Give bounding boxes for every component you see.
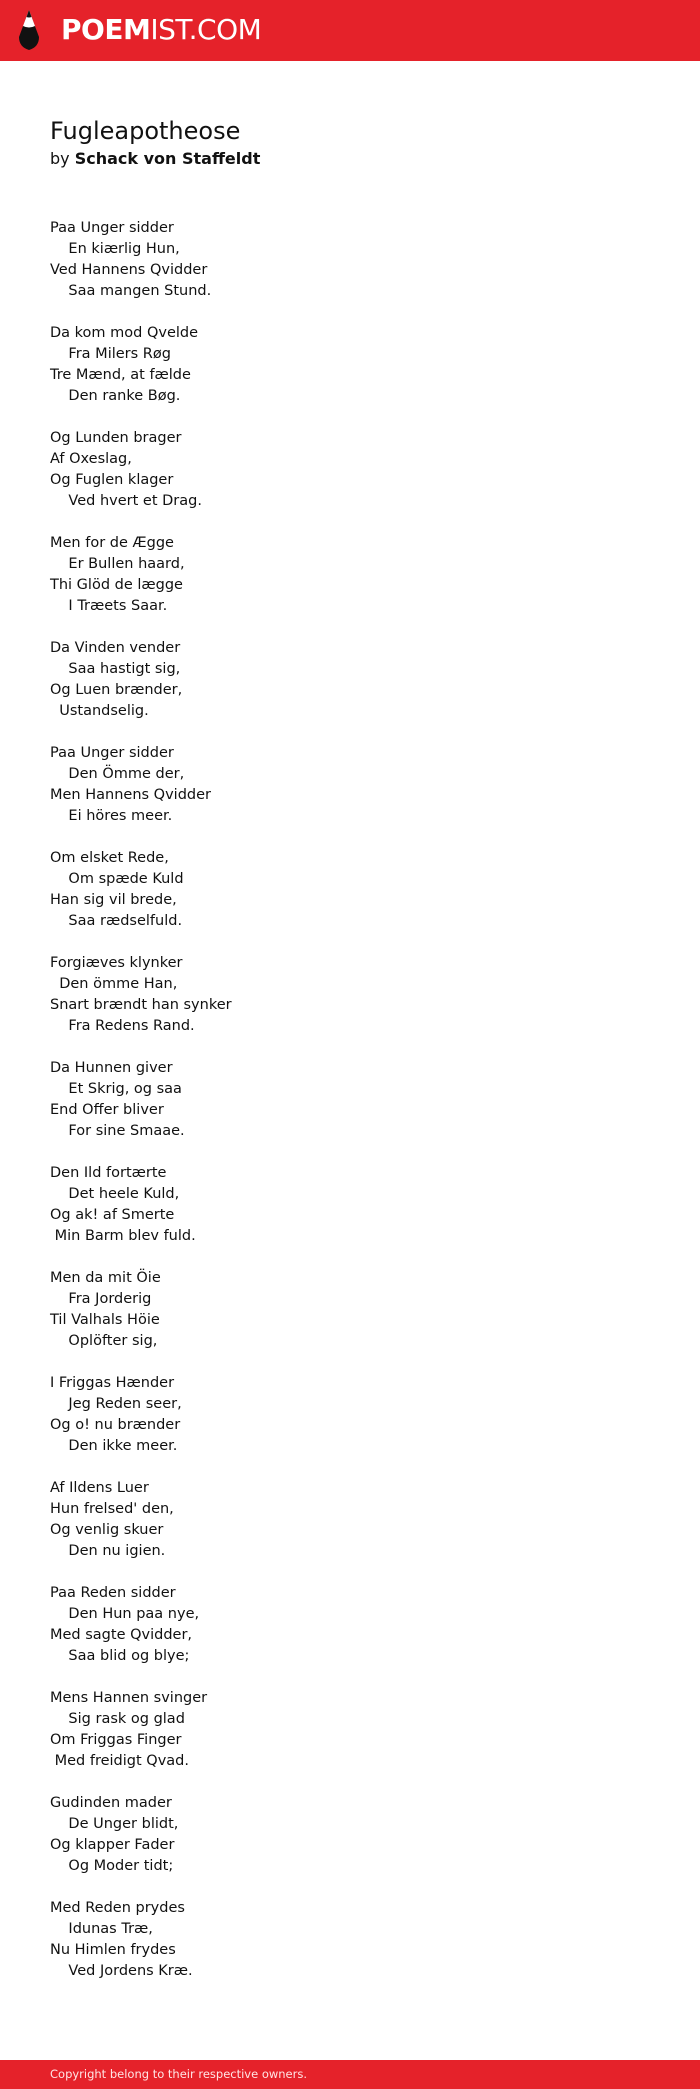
poem-line: Og klapper Fader [50, 1837, 175, 1853]
poem-line: Om Friggas Finger [50, 1732, 182, 1748]
poem-line: Den ikke meer. [50, 1438, 178, 1454]
poem-line: Tre Mænd, at fælde [50, 367, 191, 383]
poem-line: Og o! nu brænder [50, 1417, 181, 1433]
poem-line: Men Hannens Qvidder [50, 787, 211, 803]
site-logo[interactable] [61, 13, 261, 47]
poem-line: Gudinden mader [50, 1795, 172, 1811]
poem-stanza [50, 218, 670, 302]
poem-line: Forgiæves klynker [50, 955, 183, 971]
poem-line: I Friggas Hænder [50, 1375, 175, 1391]
poem-line: Og ak! af Smerte [50, 1207, 175, 1223]
poem-line: Og Luen brænder, [50, 682, 183, 698]
poem-line: Men for de Ægge [50, 535, 174, 551]
poem-line: Og Fuglen klager [50, 472, 174, 488]
poem-line: Da kom mod Qvelde [50, 325, 199, 341]
poem-line: Med freidigt Qvad. [50, 1753, 189, 1769]
poem-line: Og Lunden brager [50, 430, 182, 446]
poem-stanza [50, 638, 670, 722]
poem-line: Til Valhals Höie [50, 1312, 160, 1328]
poem-stanza [50, 848, 670, 932]
poem-line: Ei höres meer. [50, 808, 173, 824]
poem-stanza [50, 953, 670, 1037]
poem-stanza [50, 323, 670, 407]
poem-line: Snart brændt han synker [50, 997, 232, 1013]
poem-line: Sig rask og glad [50, 1711, 185, 1727]
poem-line: Men da mit Öie [50, 1270, 161, 1286]
poem-line: Hun frelsed' den, [50, 1501, 174, 1517]
poem-line: Af Ildens Luer [50, 1480, 149, 1496]
poem-stanza [50, 1163, 670, 1247]
poem-stanza [50, 1688, 670, 1772]
site-header [0, 0, 700, 61]
poem-line: Oplöfter sig, [50, 1333, 158, 1349]
poem-line: Ved hvert et Drag. [50, 493, 202, 509]
poem-line: Den ömme Han, [50, 976, 178, 992]
poem-line: Min Barm blev fuld. [50, 1228, 196, 1244]
poem-line: Med Reden prydes [50, 1900, 185, 1916]
site-footer [0, 2060, 700, 2089]
poem-line: Og venlig skuer [50, 1522, 164, 1538]
poem-stanza [50, 1373, 670, 1457]
poem-line: Om spæde Kuld [50, 871, 184, 887]
poem-line: Fra Jorderig [50, 1291, 152, 1307]
poem-line: Saa hastigt sig, [50, 661, 181, 677]
poem-line: Ved Hannens Qvidder [50, 262, 208, 278]
pencil-tip-icon[interactable] [16, 9, 42, 51]
poem-stanza [50, 428, 670, 512]
poem-stanza [50, 1898, 670, 1982]
poem-line: Den Ild fortærte [50, 1165, 167, 1181]
poem-line: En kiærlig Hun, [50, 241, 180, 257]
poem-stanza [50, 1058, 670, 1142]
poem-stanza [50, 1583, 670, 1667]
poem-line: Han sig vil brede, [50, 892, 177, 908]
poem-line: Da Hunnen giver [50, 1060, 173, 1076]
poem-line: Om elsket Rede, [50, 850, 169, 866]
poem-title: Fugleapotheose [50, 117, 241, 145]
poem-stanza [50, 1268, 670, 1352]
poem-stanza [50, 1793, 670, 1877]
poem-line: I Træets Saar. [50, 598, 168, 614]
logo-bold-part: POEM [61, 13, 151, 46]
poem-line: Saa mangen Stund. [50, 283, 212, 299]
poem-line: Den nu igien. [50, 1543, 166, 1559]
poem-line: Paa Reden sidder [50, 1585, 176, 1601]
poem-line: For sine Smaae. [50, 1123, 185, 1139]
poem-line: Fra Milers Røg [50, 346, 171, 362]
poem-line: Mens Hannen svinger [50, 1690, 208, 1706]
poem-line: Den Ömme der, [50, 766, 185, 782]
poem-line: Det heele Kuld, [50, 1186, 180, 1202]
poem-line: Saa rædselfuld. [50, 913, 183, 929]
poem-stanza [50, 1478, 670, 1562]
poem-line: Nu Himlen frydes [50, 1942, 176, 1958]
poem-line: Med sagte Qvidder, [50, 1627, 193, 1643]
poem-line: End Offer bliver [50, 1102, 164, 1118]
poem-stanza [50, 743, 670, 827]
poem-line: Af Oxeslag, [50, 451, 132, 467]
poem-line: Jeg Reden seer, [50, 1396, 182, 1412]
poem-line: Og Moder tidt; [50, 1858, 174, 1874]
by-label: by [50, 149, 70, 168]
poem-line: Ved Jordens Kræ. [50, 1963, 193, 1979]
poem-line: Er Bullen haard, [50, 556, 185, 572]
poem-stanza [50, 533, 670, 617]
poem-body [50, 218, 670, 2003]
poem-line: De Unger blidt, [50, 1816, 179, 1832]
logo-light-part: IST.COM [150, 13, 262, 46]
poem-line: Paa Unger sidder [50, 745, 174, 761]
poem-line: Thi Glöd de lægge [50, 577, 183, 593]
copyright-notice: Copyright belong to their respective owners. [50, 2067, 308, 2081]
author-name[interactable]: Schack von Staffeldt [74, 149, 261, 168]
poem-line: Idunas Træ, [50, 1921, 153, 1937]
poem-line: Et Skrig, og saa [50, 1081, 182, 1097]
poem-line: Da Vinden vender [50, 640, 181, 656]
poem-line: Fra Redens Rand. [50, 1018, 195, 1034]
poem-line: Den Hun paa nye, [50, 1606, 200, 1622]
poem-line: Paa Unger sidder [50, 220, 174, 236]
poem-line: Saa blid og blye; [50, 1648, 190, 1664]
poem-line: Den ranke Bøg. [50, 388, 181, 404]
poem-line: Ustandselig. [50, 703, 149, 719]
byline [50, 148, 260, 170]
